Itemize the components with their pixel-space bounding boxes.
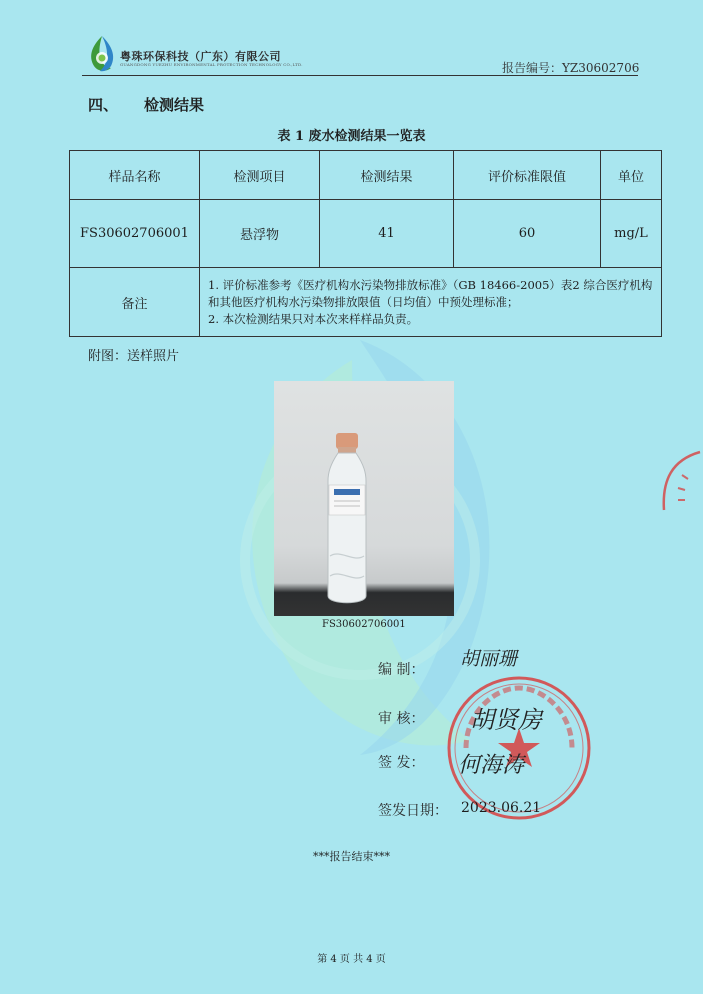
header-divider <box>82 75 638 76</box>
section-title <box>88 94 204 115</box>
note-label: 备注 <box>70 268 200 337</box>
cell-sample-name: FS30602706001 <box>70 200 200 268</box>
note-content <box>200 268 662 337</box>
table-caption: 表 1 废水检测结果一览表 <box>277 129 426 144</box>
header-test-item: 检测项目 <box>200 151 320 200</box>
report-number: 报告编号：YZ30602706 <box>502 61 640 75</box>
report-end: ***报告结束*** <box>313 850 390 863</box>
header-standard-limit: 评价标准限值 <box>454 151 601 200</box>
section-title-text: 检测结果 <box>144 96 205 114</box>
section-number: 四、 <box>88 96 119 114</box>
compile-label: 编 制： <box>378 662 425 678</box>
review-signature: 胡贤房 <box>470 706 542 734</box>
review-label: 审 核： <box>378 711 425 727</box>
compile-signature: 胡丽珊 <box>460 648 518 670</box>
note-line-2: 2. 本次检测结果只对本次来样样品负责。 <box>208 311 419 326</box>
company-logo-icon <box>86 34 118 74</box>
edge-seal-stamp <box>652 450 702 520</box>
photo-caption: FS30602706001 <box>322 619 406 630</box>
note-line-1: 1. 评价标准参考《医疗机构水污染物排放标准》（GB 18466-2005）表2 综合医疗机构和其他医疗机构水污染物排放限值（日均值）中预处理标准； <box>208 277 653 309</box>
issue-date-value: 2023.06.21 <box>461 800 542 816</box>
cell-test-item: 悬浮物 <box>200 200 320 268</box>
cell-standard-limit: 60 <box>454 200 601 268</box>
header-unit: 单位 <box>601 151 662 200</box>
table-header-row <box>70 151 662 200</box>
issue-date-label: 签发日期： <box>378 803 448 819</box>
results-table <box>69 150 662 337</box>
header-test-result: 检测结果 <box>320 151 454 200</box>
issue-signature: 何海涛 <box>458 753 525 778</box>
sample-bottle-image <box>274 381 454 616</box>
issue-label: 签 发： <box>378 755 425 771</box>
photo-label: 附图：送样照片 <box>88 349 180 364</box>
company-name-english: GUANGDONG YUEZHU ENVIRONMENTAL PROTECTION TECHNOLOGY CO.,LTD. <box>120 62 303 67</box>
company-name: 粤珠环保科技（广东）有限公司 <box>120 50 281 63</box>
sample-photo <box>274 381 454 616</box>
table-note-row <box>70 268 662 337</box>
header-sample-name: 样品名称 <box>70 151 200 200</box>
page-number: 第 4 页 共 4 页 <box>317 954 386 965</box>
table-row <box>70 200 662 268</box>
cell-test-result: 41 <box>320 200 454 268</box>
cell-unit: mg/L <box>601 200 662 268</box>
